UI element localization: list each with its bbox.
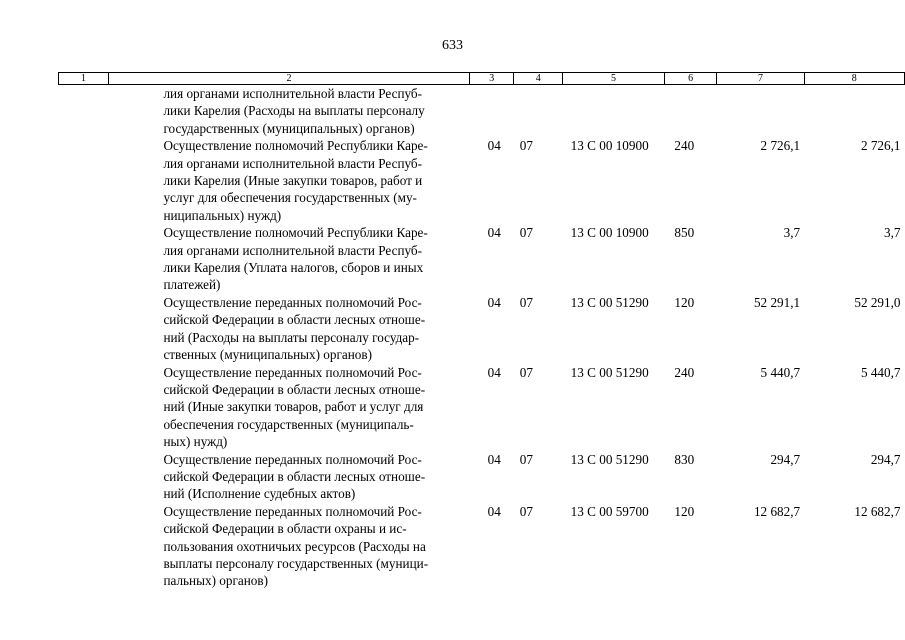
subsection-code: 07 bbox=[519, 138, 533, 154]
table-row bbox=[59, 451, 905, 503]
expense-name-line: сийской Федерации в области лесных отноше- bbox=[163, 312, 426, 328]
expense-name-line: ниципальных) нужд) bbox=[163, 207, 282, 223]
amount-executed bbox=[804, 85, 904, 138]
cell-col-1 bbox=[59, 451, 109, 503]
expense-name-line: ний (Расходы на выплаты персоналу государ- bbox=[163, 329, 420, 345]
expense-name-line: лия органами исполнительной власти Респуб- bbox=[163, 155, 423, 171]
expense-name-line: платежей) bbox=[163, 277, 221, 293]
target-article-code bbox=[563, 85, 665, 138]
expense-name-line: сийской Федерации в области лесных отноше- bbox=[163, 381, 426, 397]
expense-name-line: Осуществление переданных полномочий Рос- bbox=[163, 364, 422, 380]
amount-planned: 5 440,7 bbox=[760, 364, 801, 380]
amount-planned: 2 726,1 bbox=[760, 138, 801, 154]
expense-type-code: 120 bbox=[674, 503, 695, 519]
amount-executed: 5 440,7 bbox=[860, 364, 901, 380]
expense-name bbox=[108, 364, 469, 451]
expense-name-line: Осуществление переданных полномочий Рос- bbox=[163, 503, 422, 519]
expense-name-line: Осуществление переданных полномочий Рос- bbox=[163, 294, 422, 310]
expense-name bbox=[108, 85, 469, 138]
table-row bbox=[59, 85, 905, 138]
header-col-6: 6 bbox=[664, 73, 716, 85]
expense-name bbox=[108, 503, 469, 590]
expense-name-line: государственных (муниципальных) органов) bbox=[163, 120, 415, 136]
expense-type-code: 830 bbox=[674, 451, 695, 467]
expense-name bbox=[108, 451, 469, 503]
header-col-8: 8 bbox=[804, 73, 904, 85]
expense-name-line: лия органами исполнительной власти Респуб- bbox=[163, 86, 423, 101]
header-col-4: 4 bbox=[514, 73, 563, 85]
amount-executed: 3,7 bbox=[884, 225, 901, 241]
expense-type-code: 850 bbox=[674, 225, 695, 241]
expense-name-line: Осуществление полномочий Республики Каре- bbox=[163, 225, 428, 241]
expense-name-line: пользования охотничьих ресурсов (Расходы на bbox=[163, 538, 426, 554]
header-col-5: 5 bbox=[563, 73, 665, 85]
expense-name-line: лики Карелия (Уплата налогов, сборов и иных bbox=[163, 260, 424, 276]
expense-type-code: 240 bbox=[674, 364, 695, 380]
amount-executed: 2 726,1 bbox=[860, 138, 901, 154]
amount-planned: 294,7 bbox=[770, 451, 801, 467]
amount-executed: 294,7 bbox=[870, 451, 901, 467]
header-col-3: 3 bbox=[470, 73, 514, 85]
amount-executed: 12 682,7 bbox=[854, 503, 901, 519]
expense-name bbox=[108, 137, 469, 224]
cell-col-1 bbox=[59, 137, 109, 224]
expense-type-code: 240 bbox=[674, 138, 695, 154]
subsection-code bbox=[514, 85, 563, 138]
section-code: 04 bbox=[487, 364, 501, 380]
target-article-code: 13 С 00 51290 bbox=[570, 294, 649, 310]
cell-col-1 bbox=[59, 364, 109, 451]
page-number: 633 bbox=[442, 38, 463, 53]
expense-name-line: услуг для обеспечения государственных (му- bbox=[163, 190, 417, 206]
expense-name-line: лия органами исполнительной власти Респуб- bbox=[163, 242, 423, 258]
table-row bbox=[59, 224, 905, 294]
header-col-7: 7 bbox=[717, 73, 804, 85]
budget-table bbox=[58, 72, 905, 590]
cell-col-1 bbox=[59, 85, 109, 138]
subsection-code: 07 bbox=[519, 364, 533, 380]
expense-name-line: Осуществление переданных полномочий Рос- bbox=[163, 451, 422, 467]
expense-name-line: сийской Федерации в области охраны и ис- bbox=[163, 521, 407, 537]
expense-name-line: пальных) органов) bbox=[163, 573, 268, 589]
expense-type-code: 120 bbox=[674, 294, 695, 310]
expense-name-line: ний (Иные закупки товаров, работ и услуг для bbox=[163, 399, 424, 415]
expense-name bbox=[108, 294, 469, 364]
expense-name-line: ных) нужд) bbox=[163, 434, 228, 450]
expense-name-line: обеспечения государственных (муниципаль- bbox=[163, 416, 414, 432]
subsection-code: 07 bbox=[519, 503, 533, 519]
target-article-code: 13 С 00 10900 bbox=[570, 138, 649, 154]
expense-name-line: лики Карелия (Иные закупки товаров, работ и bbox=[163, 173, 423, 189]
section-code bbox=[470, 85, 514, 138]
header-row bbox=[59, 73, 905, 85]
table-row bbox=[59, 364, 905, 451]
amount-executed: 52 291,0 bbox=[854, 294, 901, 310]
target-article-code: 13 С 00 51290 bbox=[570, 364, 649, 380]
section-code: 04 bbox=[487, 451, 501, 467]
header-col-2: 2 bbox=[108, 73, 469, 85]
expense-name bbox=[108, 224, 469, 294]
table-row bbox=[59, 503, 905, 590]
header-col-1: 1 bbox=[59, 73, 109, 85]
expense-name-line: ственных (муниципальных) органов) bbox=[163, 347, 373, 363]
target-article-code: 13 С 00 10900 bbox=[570, 225, 649, 241]
expense-name-line: выплаты персоналу государственных (муници- bbox=[163, 555, 429, 571]
table-row bbox=[59, 137, 905, 224]
expense-type-code bbox=[664, 85, 716, 138]
section-code: 04 bbox=[487, 294, 501, 310]
expense-name-line: сийской Федерации в области лесных отноше- bbox=[163, 468, 426, 484]
cell-col-1 bbox=[59, 224, 109, 294]
subsection-code: 07 bbox=[519, 294, 533, 310]
expense-name-line: Осуществление полномочий Республики Каре- bbox=[163, 138, 428, 154]
section-code: 04 bbox=[487, 225, 501, 241]
target-article-code: 13 С 00 51290 bbox=[570, 451, 649, 467]
cell-col-1 bbox=[59, 503, 109, 590]
amount-planned: 52 291,1 bbox=[753, 294, 801, 310]
subsection-code: 07 bbox=[519, 225, 533, 241]
target-article-code: 13 С 00 59700 bbox=[570, 503, 649, 519]
cell-col-1 bbox=[59, 294, 109, 364]
amount-planned bbox=[717, 85, 804, 138]
amount-planned: 3,7 bbox=[783, 225, 801, 241]
amount-planned: 12 682,7 bbox=[753, 503, 801, 519]
subsection-code: 07 bbox=[519, 451, 533, 467]
table-row bbox=[59, 294, 905, 364]
expense-name-line: лики Карелия (Расходы на выплаты персоналу bbox=[163, 103, 425, 119]
expense-name-line: ний (Исполнение судебных актов) bbox=[163, 486, 356, 502]
section-code: 04 bbox=[487, 503, 501, 519]
section-code: 04 bbox=[487, 138, 501, 154]
